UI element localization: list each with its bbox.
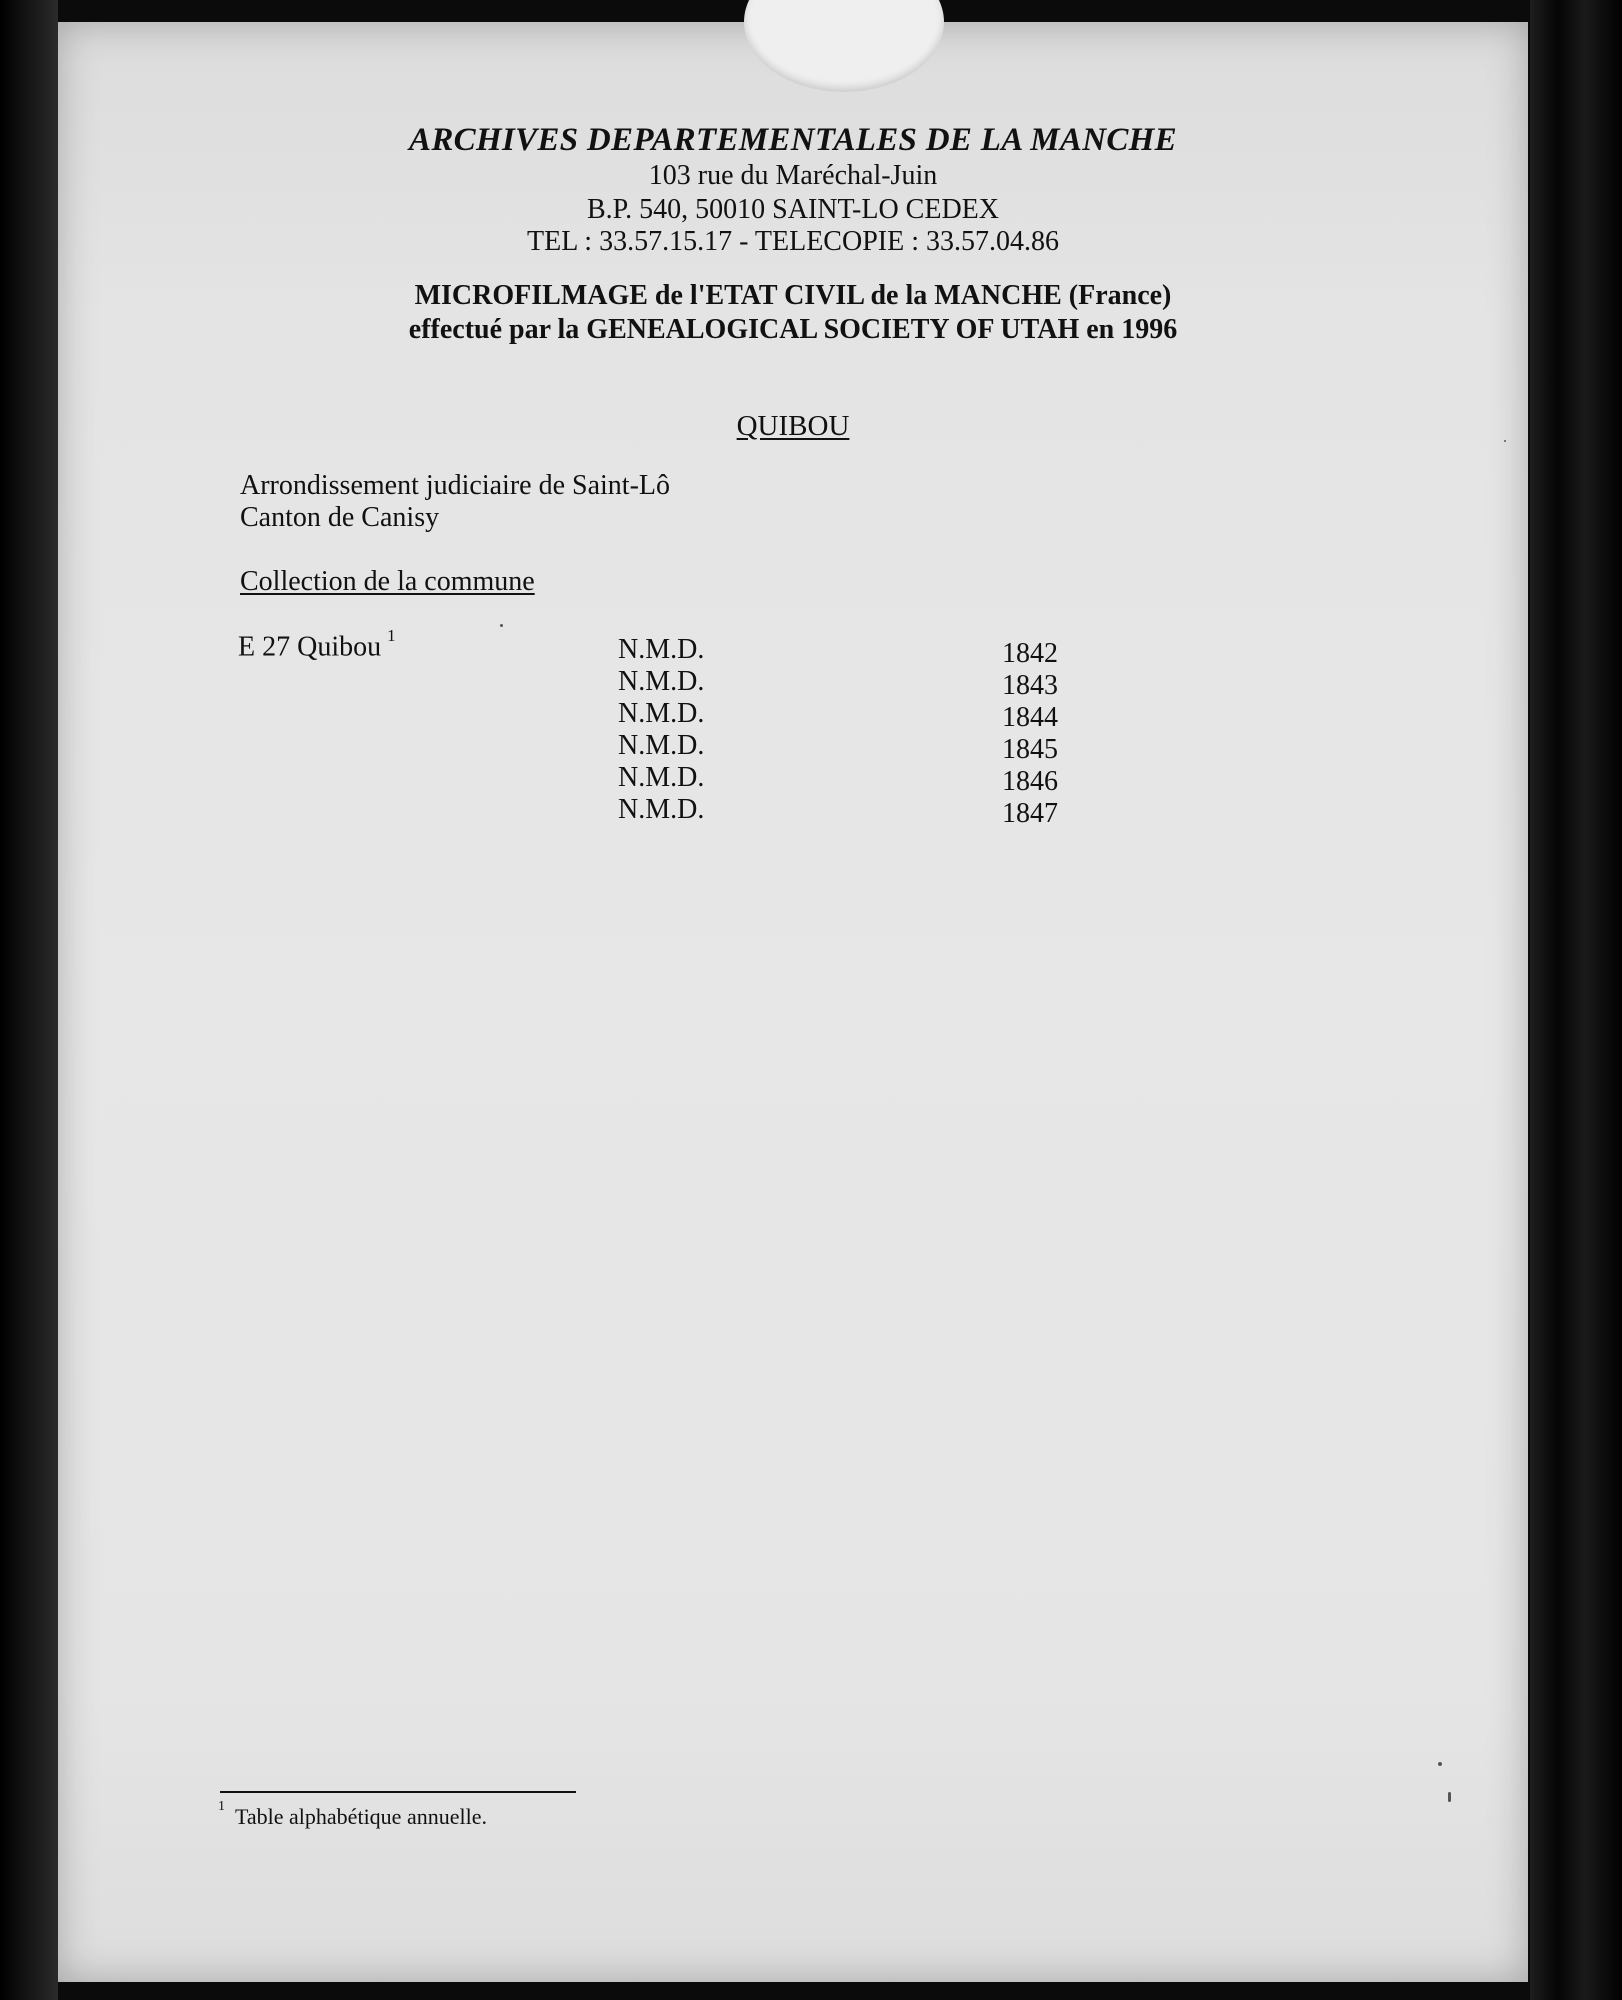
row-year: 1845: [1002, 734, 1058, 765]
row-year: 1847: [1002, 798, 1058, 829]
row-type: N.M.D.: [618, 698, 705, 729]
microfilm-line-2: effectué par la GENEALOGICAL SOCIETY OF UTAH en 1996: [408, 314, 1178, 345]
institution-title: ARCHIVES DEPARTEMENTALES DE LA MANCHE: [409, 122, 1177, 158]
row-year: 1844: [1002, 702, 1058, 733]
canton: Canton de Canisy: [240, 502, 440, 533]
row-type: N.M.D.: [618, 762, 705, 793]
punch-notch: [744, 0, 944, 92]
dust-speck: [500, 624, 503, 627]
document-page: [58, 22, 1528, 1982]
footnote-separator: [220, 1791, 576, 1793]
register-cote-text: E 27 Quibou: [238, 631, 382, 663]
row-type: N.M.D.: [618, 794, 705, 825]
address-line-3: TEL : 33.57.15.17 - TELECOPIE : 33.57.04.86: [527, 226, 1059, 257]
dust-speck: [1504, 440, 1506, 442]
footnote: [218, 1798, 487, 1830]
dust-speck: [1438, 1762, 1442, 1766]
collection-heading: Collection de la commune: [240, 566, 535, 597]
film-edge-left: [0, 0, 58, 2000]
row-year: 1846: [1002, 766, 1058, 797]
footnote-number: 1: [218, 1798, 225, 1814]
address-line-1: 103 rue du Maréchal-Juin: [648, 160, 938, 191]
dust-speck: [1448, 1792, 1451, 1802]
arrondissement: Arrondissement judiciaire de Saint-Lô: [240, 470, 670, 501]
footnote-text: Table alphabétique annuelle.: [235, 1804, 487, 1829]
row-year: 1843: [1002, 670, 1058, 701]
row-type: N.M.D.: [618, 730, 705, 761]
commune-title: QUIBOU: [736, 410, 850, 442]
row-type: N.M.D.: [618, 634, 705, 665]
address-line-2: B.P. 540, 50010 SAINT-LO CEDEX: [587, 194, 999, 225]
register-cote: [238, 626, 396, 663]
row-type: N.M.D.: [618, 666, 705, 697]
microfilm-line-1: MICROFILMAGE de l'ETAT CIVIL de la MANCHE (France): [414, 280, 1172, 311]
footnote-ref: 1: [387, 626, 396, 645]
row-year: 1842: [1002, 638, 1058, 669]
film-edge-right: [1530, 0, 1622, 2000]
